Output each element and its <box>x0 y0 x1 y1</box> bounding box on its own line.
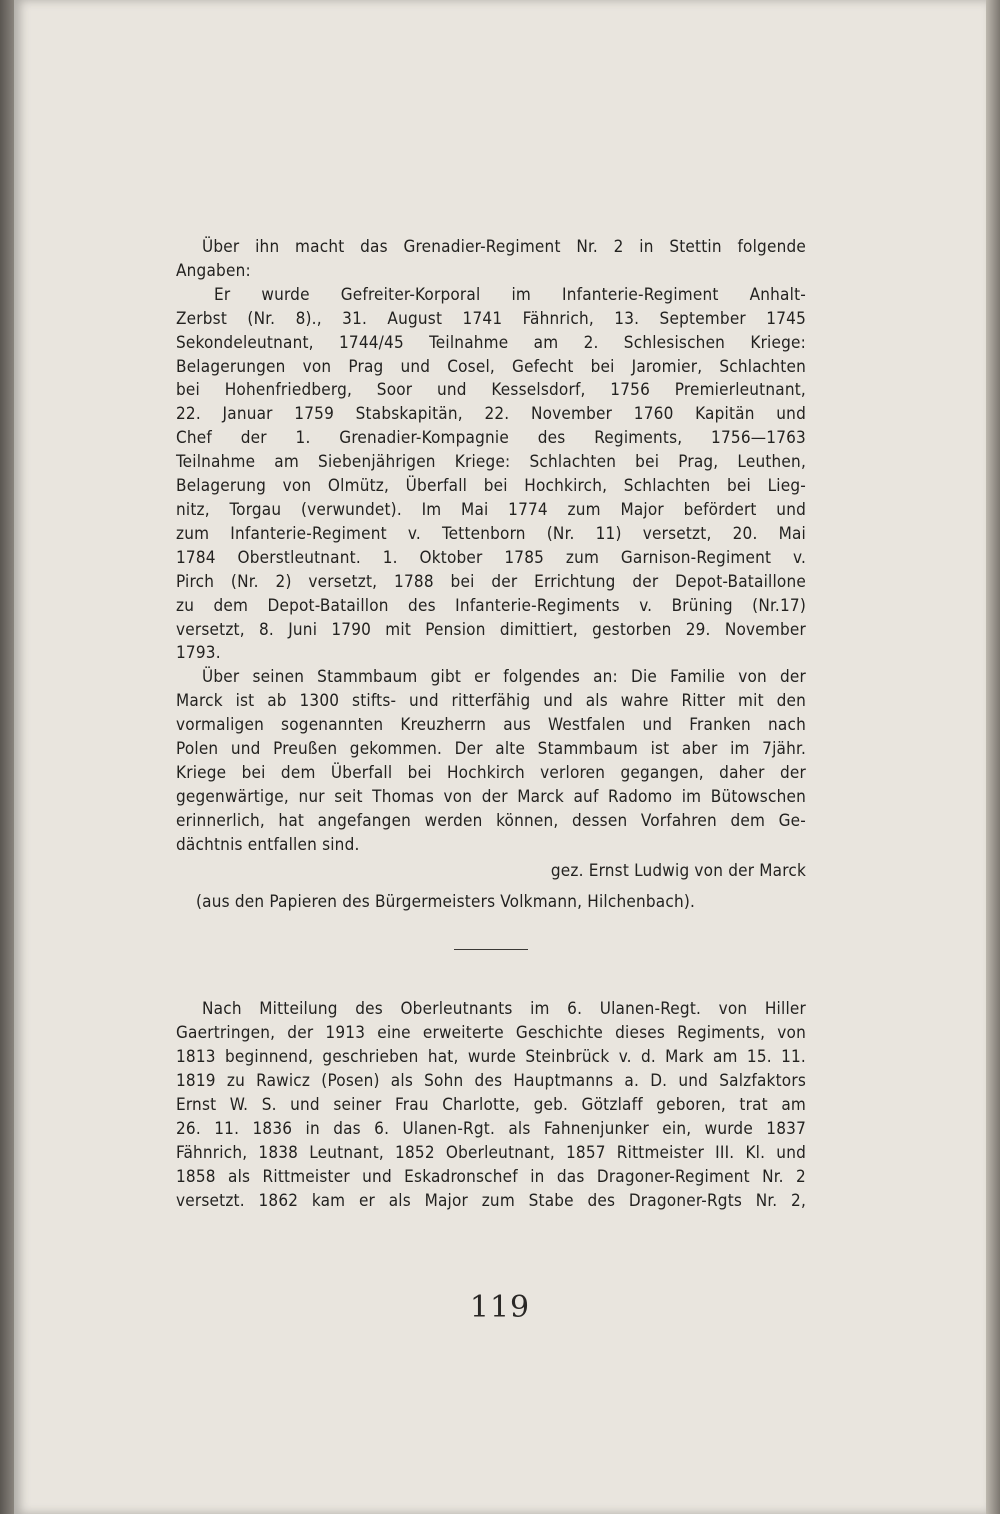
text-line: Chef der 1. Grenadier-Kompagnie des Regiments, 1756—1763 <box>176 428 806 449</box>
text-line: gegenwärtige, nur seit Thomas von der Marck auf Radomo im Bütowschen <box>176 786 806 807</box>
paragraph-4 <box>176 998 806 1213</box>
text-line: zu dem Depot-Bataillon des Infanterie-Regiments v. Brüning (Nr.17) <box>176 595 806 616</box>
text-line: nitz, Torgau (verwundet). Im Mai 1774 zum Major befördert und <box>176 499 806 520</box>
text-line: 1858 als Rittmeister und Eskadronschef in das Dragoner-Regiment Nr. 2 <box>176 1166 806 1187</box>
text-line: erinnerlich, hat angefangen werden können, dessen Vorfahren dem Ge- <box>176 810 806 831</box>
paragraph-1 <box>176 236 806 284</box>
text-line: Ernst W. S. und seiner Frau Charlotte, geb. Götzlaff geboren, trat am <box>176 1095 806 1115</box>
signature: gez. Ernst Ludwig von der Marck <box>550 860 806 881</box>
text-line: 1813 beginnend, geschrieben hat, wurde Steinbrück v. d. Mark am 15. 11. <box>176 1047 806 1068</box>
text-line: Marck ist ab 1300 stifts- und ritterfähig und als wahre Ritter mit den <box>176 691 806 712</box>
section-divider <box>454 949 528 950</box>
text-line: Kriege bei dem Überfall bei Hochkirch verloren gegangen, daher der <box>176 762 806 783</box>
text-line: Pirch (Nr. 2) versetzt, 1788 bei der Errichtung der Depot-Bataillone <box>176 571 806 592</box>
text-line: Zerbst (Nr. 8)., 31. August 1741 Fähnrich, 13. September 1745 <box>176 308 806 329</box>
text-line: versetzt, 8. Juni 1790 mit Pension dimittiert, gestorben 29. November <box>176 619 806 640</box>
text-line: Über ihn macht das Grenadier-Regiment Nr. 2 in Stettin folgende <box>202 237 806 257</box>
book-binding <box>0 0 14 1514</box>
text-line: Gaertringen, der 1913 eine erweiterte Geschichte dieses Regiments, von <box>176 1023 806 1044</box>
text-line: vormaligen sogenannten Kreuzherrn aus Westfalen und Franken nach <box>176 715 806 736</box>
paragraph-2 <box>176 284 806 667</box>
page-edge <box>986 0 1000 1514</box>
text-line: dächtnis entfallen sind. <box>176 834 360 855</box>
text-line: Über seinen Stammbaum gibt er folgendes an: Die Familie von der <box>202 667 806 688</box>
text-line: Belagerungen von Prag und Cosel, Gefecht bei Jaromier, Schlachten <box>176 356 806 377</box>
text-line: Teilnahme am Siebenjährigen Kriege: Schlachten bei Prag, Leuthen, <box>176 452 806 473</box>
text-line: 22. Januar 1759 Stabskapitän, 22. November 1760 Kapitän und <box>176 404 806 425</box>
paragraph-3 <box>176 666 806 857</box>
text-line: zum Infanterie-Regiment v. Tettenborn (Nr. 11) versetzt, 20. Mai <box>176 523 806 544</box>
text-line: 1784 Oberstleutnant. 1. Oktober 1785 zum Garnison-Regiment v. <box>176 547 806 568</box>
text-line: Belagerung von Olmütz, Überfall bei Hochkirch, Schlachten bei Lieg- <box>176 476 806 497</box>
text-line: 26. 11. 1836 in das 6. Ulanen-Rgt. als Fahnenjunker ein, wurde 1837 <box>176 1118 806 1139</box>
text-line: Nach Mitteilung des Oberleutnants im 6. Ulanen-Regt. von Hiller <box>202 999 806 1020</box>
text-line: Fähnrich, 1838 Leutnant, 1852 Oberleutnant, 1857 Rittmeister III. Kl. und <box>176 1142 806 1163</box>
text-line: bei Hohenfriedberg, Soor und Kesselsdorf, 1756 Premierleutnant, <box>176 380 806 401</box>
text-line: 1793. <box>176 643 221 664</box>
text-line: Polen und Preußen gekommen. Der alte Stammbaum ist aber im 7jähr. <box>176 739 806 760</box>
text-line: versetzt. 1862 kam er als Major zum Stabe des Dragoner-Rgts Nr. 2, <box>176 1190 806 1211</box>
text-line: Sekondeleutnant, 1744/45 Teilnahme am 2. Schlesischen Kriege: <box>176 332 806 353</box>
page-number: 119 <box>469 1290 531 1325</box>
page-text <box>176 236 806 1214</box>
text-line: Er wurde Gefreiter-Korporal im Infanterie-Regiment Anhalt- <box>214 284 806 305</box>
text-line: 1819 zu Rawicz (Posen) als Sohn des Hauptmanns a. D. und Salzfaktors <box>176 1071 806 1092</box>
text-line: Angaben: <box>176 260 251 281</box>
source-note: (aus den Papieren des Bürgermeisters Volkmann, Hilchenbach). <box>196 892 696 913</box>
